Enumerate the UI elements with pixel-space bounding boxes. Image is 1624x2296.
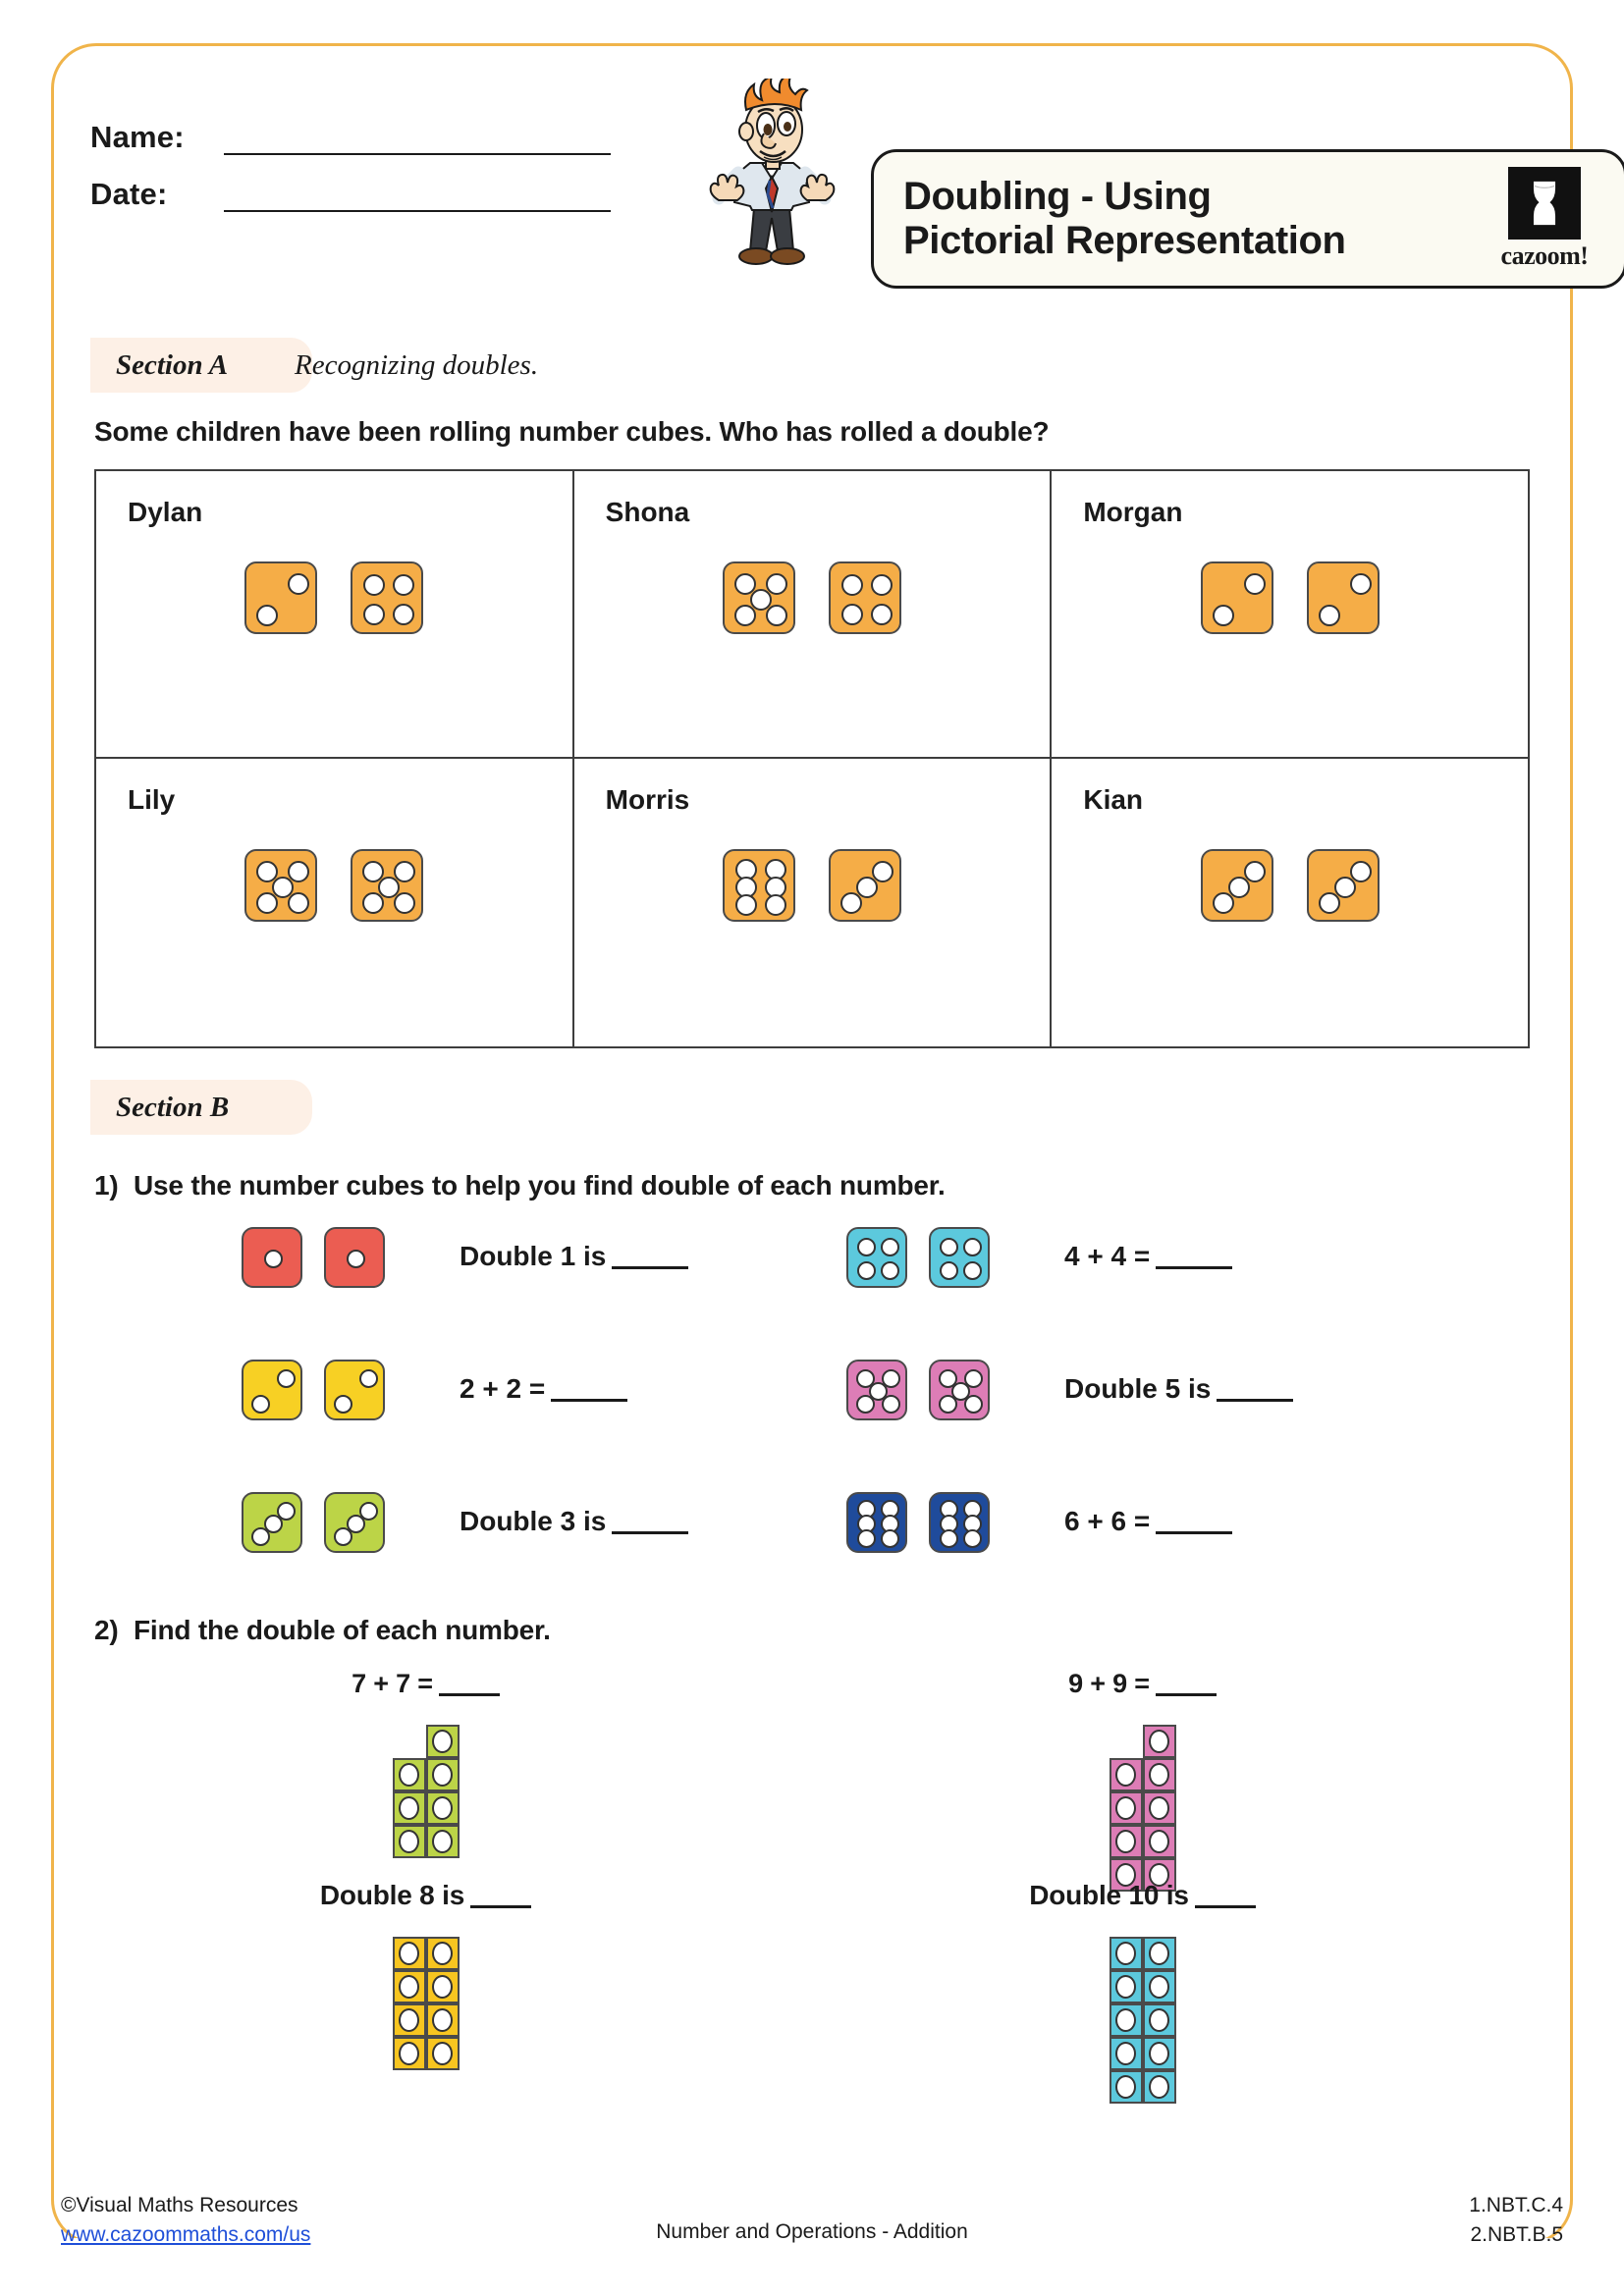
q2-item-label (65, 1669, 786, 1699)
q2-item-label (782, 1880, 1503, 1911)
dice-pair (823, 1492, 1039, 1553)
numicon-cell (393, 2037, 426, 2070)
numicon-cell (393, 2003, 426, 2037)
child-cell-morris (574, 759, 1053, 1046)
q2-item-text: Double 8 is (319, 1880, 465, 1910)
q1-left-column (94, 1227, 801, 1625)
numicon-10 (1110, 1937, 1176, 2104)
child-name: Kian (1083, 784, 1144, 815)
answer-blank[interactable] (551, 1373, 627, 1402)
die-4 (929, 1227, 990, 1288)
table-row (96, 759, 1528, 1046)
section-a-tag (90, 338, 312, 393)
child-cell-dylan (96, 471, 574, 759)
standard-2: 2.NBT.B.5 (1470, 2223, 1563, 2247)
child-name: Shona (605, 497, 690, 527)
child-name: Dylan (128, 497, 203, 527)
q2-item-label (65, 1880, 786, 1911)
numicon-cell (1110, 1825, 1143, 1858)
answer-blank[interactable] (470, 1884, 531, 1908)
title-line-2: Pictorial Representation (903, 219, 1346, 262)
q2-item-text: 9 + 9 = (1068, 1669, 1150, 1698)
die-5 (846, 1360, 907, 1420)
q2-text: Find the double of each number. (134, 1615, 551, 1645)
numicon-cell (426, 1970, 460, 2003)
hourglass-icon (1508, 167, 1581, 240)
numicon-wrap (782, 1937, 1503, 2104)
child-name: Morgan (1083, 497, 1183, 527)
date-row (90, 155, 640, 212)
child-name: Lily (128, 784, 176, 815)
numicon-cell (1110, 1937, 1143, 1970)
dice-pair (96, 849, 572, 922)
dice-pair (94, 1227, 434, 1288)
numicon-cell (1143, 1758, 1176, 1791)
q2-item-label (782, 1669, 1503, 1699)
q1-item-text: Double 3 is (460, 1506, 607, 1536)
numicon-wrap (782, 1725, 1503, 1892)
section-a-label: Section A (116, 348, 229, 381)
die-3 (829, 849, 901, 922)
dice-pair (1052, 561, 1528, 634)
die-6 (846, 1492, 907, 1553)
dice-pair (94, 1360, 434, 1420)
q1-item-3 (94, 1492, 801, 1625)
child-cell-shona (574, 471, 1053, 759)
dice-pair (823, 1360, 1039, 1420)
numicon-cell (426, 1758, 460, 1791)
q1-right-column (823, 1227, 1530, 1625)
section-b-tag (90, 1080, 312, 1135)
die-3 (324, 1492, 385, 1553)
answer-blank[interactable] (612, 1506, 688, 1534)
answer-blank[interactable] (1156, 1672, 1217, 1696)
q1-item-label (460, 1506, 688, 1537)
q1-item-label (460, 1373, 627, 1405)
numicon-cell (426, 1937, 460, 1970)
numicon-cell (1143, 1970, 1176, 2003)
die-1 (242, 1227, 302, 1288)
numicon-cell (426, 1791, 460, 1825)
dice-pair (94, 1492, 434, 1553)
numicon-cell (1110, 1970, 1143, 2003)
die-5 (351, 849, 423, 922)
worksheet-header (90, 71, 1589, 270)
numicon-cell (393, 1791, 426, 1825)
child-name: Morris (605, 784, 690, 815)
answer-blank[interactable] (1195, 1884, 1256, 1908)
die-4 (351, 561, 423, 634)
die-2 (1307, 561, 1380, 634)
numicon-cell (426, 2003, 460, 2037)
name-row (90, 98, 640, 155)
numicon-cell (1143, 2037, 1176, 2070)
numicon-cell (426, 2037, 460, 2070)
numicon-cell (1143, 2003, 1176, 2037)
dice-pair (96, 561, 572, 634)
footer-topic: Number and Operations - Addition (656, 2220, 968, 2243)
section-b-label: Section B (116, 1091, 230, 1123)
numicon-cell (1143, 1937, 1176, 1970)
numicon-cell (393, 1970, 426, 2003)
numicon-8 (393, 1937, 460, 2070)
q1-item-text: Double 1 is (460, 1241, 607, 1271)
section-a-table (94, 469, 1530, 1048)
die-1 (324, 1227, 385, 1288)
q1-item-label (460, 1241, 688, 1272)
date-input-line[interactable] (224, 181, 611, 212)
copyright-text: ©Visual Maths Resources (61, 2194, 298, 2216)
die-4 (829, 561, 901, 634)
q2-item-9 (782, 1669, 1503, 1892)
answer-blank[interactable] (1217, 1373, 1293, 1402)
q1-item-6 (823, 1492, 1530, 1625)
die-6 (929, 1492, 990, 1553)
cazoom-logo (1487, 165, 1602, 273)
worksheet-title-box (871, 149, 1624, 289)
numicon-cell (393, 1825, 426, 1858)
q2-item-8 (65, 1880, 786, 2070)
die-2 (1201, 561, 1273, 634)
answer-blank[interactable] (612, 1241, 688, 1269)
dice-pair (574, 561, 1051, 634)
section-b-q2-prompt (94, 1615, 551, 1646)
die-5 (929, 1360, 990, 1420)
q1-item-label (1064, 1506, 1232, 1537)
website-link[interactable]: www.cazoommaths.com/us (61, 2223, 311, 2247)
numicon-cell (1143, 1791, 1176, 1825)
numicon-wrap (65, 1725, 786, 1858)
q2-number: 2) (94, 1615, 119, 1645)
title-line-1: Doubling - Using (903, 175, 1212, 219)
q1-item-text: Double 5 is (1064, 1373, 1212, 1404)
q1-item-1 (94, 1227, 801, 1360)
numicon-7 (393, 1725, 460, 1858)
die-2 (244, 561, 317, 634)
numicon-cell (1110, 2037, 1143, 2070)
die-5 (244, 849, 317, 922)
q1-item-label (1064, 1373, 1293, 1405)
q1-item-text: 6 + 6 = (1064, 1506, 1151, 1536)
date-label: Date: (90, 177, 168, 211)
die-3 (242, 1492, 302, 1553)
name-date-block (90, 98, 640, 212)
numicon-9 (1110, 1725, 1176, 1892)
q1-text: Use the number cubes to help you find double of each number. (134, 1170, 946, 1201)
q2-item-10 (782, 1880, 1503, 2104)
child-cell-kian (1052, 759, 1528, 1046)
teacher-mascot-icon (689, 79, 856, 275)
q2-item-text: Double 10 is (1029, 1880, 1189, 1910)
table-row (96, 471, 1528, 759)
numicon-cell (1110, 1758, 1143, 1791)
q2-item-text: 7 + 7 = (352, 1669, 433, 1698)
numicon-cell (1110, 1791, 1143, 1825)
worksheet-footer (0, 2191, 1624, 2279)
q1-item-5 (823, 1360, 1530, 1492)
q1-item-label (1064, 1241, 1232, 1272)
numicon-cell (393, 1758, 426, 1791)
cazoom-wordmark: cazoom! (1500, 241, 1589, 270)
q1-item-text: 2 + 2 = (460, 1373, 546, 1404)
numicon-cell (426, 1825, 460, 1858)
die-6 (723, 849, 795, 922)
numicon-cell (1110, 2070, 1143, 2104)
numicon-cell (1143, 2070, 1176, 2104)
die-4 (846, 1227, 907, 1288)
die-2 (242, 1360, 302, 1420)
page-title (903, 175, 1346, 263)
q1-item-4 (823, 1227, 1530, 1360)
q2-item-7 (65, 1669, 786, 1858)
numicon-cell (1110, 2003, 1143, 2037)
section-a-prompt: Some children have been rolling number cubes. Who has rolled a double? (94, 416, 1050, 447)
q1-item-text: 4 + 4 = (1064, 1241, 1151, 1271)
die-3 (1307, 849, 1380, 922)
numicon-cell (1143, 1725, 1176, 1758)
die-2 (324, 1360, 385, 1420)
standard-1: 1.NBT.C.4 (1469, 2194, 1563, 2216)
section-b-q1-prompt (94, 1170, 946, 1201)
die-3 (1201, 849, 1273, 922)
dice-pair (823, 1227, 1039, 1288)
q1-item-2 (94, 1360, 801, 1492)
dice-pair (574, 849, 1051, 922)
answer-blank[interactable] (1156, 1506, 1232, 1534)
die-5 (723, 561, 795, 634)
name-label: Name: (90, 120, 185, 154)
dice-pair (1052, 849, 1528, 922)
numicon-cell (426, 1725, 460, 1758)
name-input-line[interactable] (224, 124, 611, 155)
child-cell-lily (96, 759, 574, 1046)
q1-number: 1) (94, 1170, 119, 1201)
numicon-wrap (65, 1937, 786, 2070)
numicon-cell (1143, 1825, 1176, 1858)
section-a-description: Recognizing doubles. (295, 349, 539, 381)
footer-standards (1469, 2191, 1563, 2251)
child-cell-morgan (1052, 471, 1528, 759)
numicon-cell (393, 1937, 426, 1970)
answer-blank[interactable] (1156, 1241, 1232, 1269)
answer-blank[interactable] (439, 1672, 500, 1696)
